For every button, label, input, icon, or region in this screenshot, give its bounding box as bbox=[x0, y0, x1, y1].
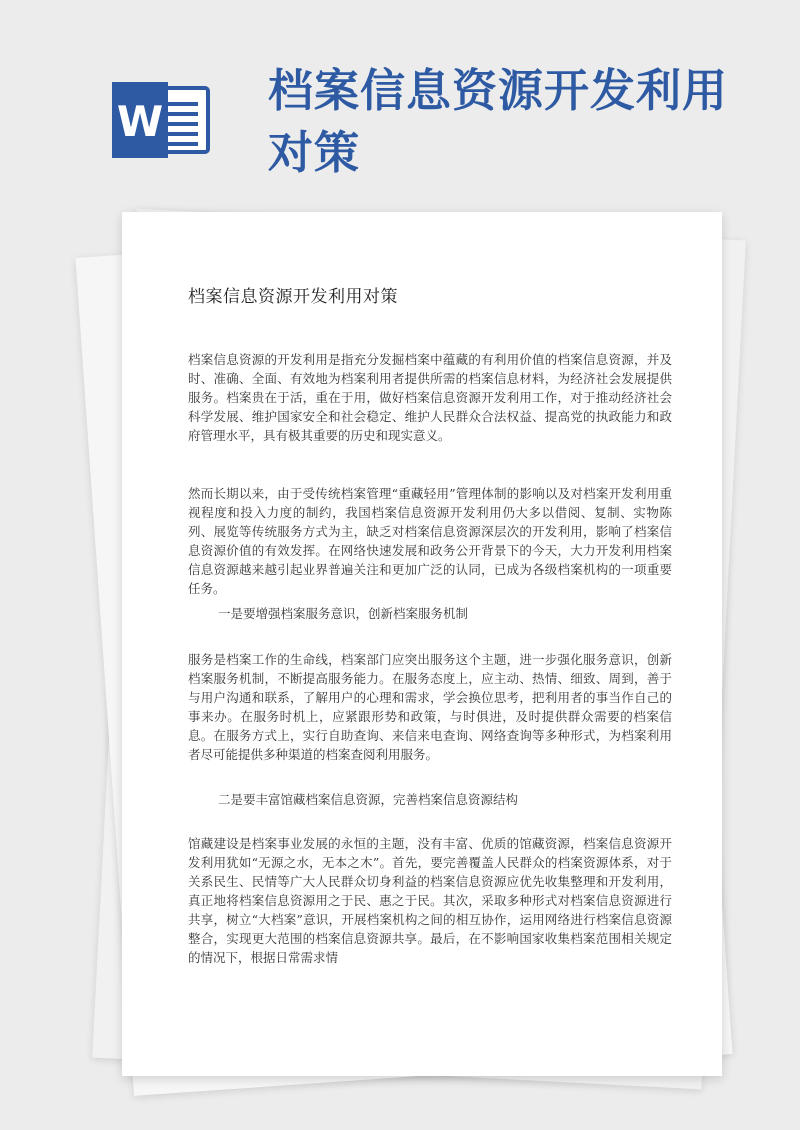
page-title: 档案信息资源开发利用对策 bbox=[268, 64, 729, 179]
document-paragraph: 服务是档案工作的生命线，档案部门应突出服务这个主题，进一步强化服务意识，创新档案服务机制，不断提高服务能力。在服务态度上，应主动、热情、细致、周到，善于与用户沟通和联系，了解用户的心理和需求，学会换位思考，把利用者的事当作自己的事来办。在服务时机上，应紧跟形势和政策，与时俱进，及时提供群众需要的档案信息。在服务方式上，实行自助查询、来信来电查询、网络查询等多种形式，为档案利用者尽可能提供多种渠道的档案查阅利用服务。 bbox=[188, 652, 672, 762]
document-subheading: 一是要增强档案服务意识，创新档案服务机制 bbox=[218, 606, 469, 621]
document-heading: 档案信息资源开发利用对策 bbox=[188, 287, 398, 307]
document-subheading: 二是要丰富馆藏档案信息资源，完善档案信息资源结构 bbox=[218, 792, 519, 807]
document-paragraph: 馆藏建设是档案事业发展的永恒的主题，没有丰富、优质的馆藏资源，档案信息资源开发利用犹如“无源之水，无本之木”。首先，要完善覆盖人民群众的档案资源体系，对于关系民生、民情等广大人民群众切身利益的档案信息资源应优先收集整理和开发利用，真正地将档案信息资源用之于民、惠之于民。其次，采取多种形式对档案信息资源进行共享，树立“大档案”意识，开展档案机构之间的相互协作，运用网络进行档案信息资源整合，实现更大范围的档案信息资源共享。最后，在不影响国家收集档案范围相关规定的情况下，根据日常需求情 bbox=[188, 836, 672, 965]
word-icon-letter: W bbox=[116, 97, 164, 146]
document-paragraph: 档案信息资源的开发利用是指充分发掘档案中蕴藏的有利用价值的档案信息资源，并及时、准确、全面、有效地为档案利用者提供所需的档案信息材料，为经济社会发展提供服务。档案贵在于活，重在于用，做好档案信息资源开发利用工作，对于推动经济社会科学发展、维护国家安全和社会稳定、维护人民群众合法权益、提高党的执政能力和政府管理水平，具有极其重要的历史和现实意义。 bbox=[188, 352, 672, 443]
word-document-icon bbox=[112, 82, 212, 158]
document-page bbox=[122, 212, 722, 1076]
page-header bbox=[0, 0, 800, 200]
document-paragraph: 然而长期以来，由于受传统档案管理“重藏轻用”管理体制的影响以及对档案开发利用重视程度和投入力度的制约，我国档案信息资源开发利用仍大多以借阅、复制、实物陈列、展览等传统服务方式为主，缺乏对档案信息资源深层次的开发利用，影响了档案信息资源价值的有效发挥。在网络快速发展和政务公开背景下的今天，大力开发利用档案信息资源越来越引起业界普遍关注和更加广泛的认同，已成为各级档案机构的一项重要任务。 bbox=[188, 486, 672, 596]
